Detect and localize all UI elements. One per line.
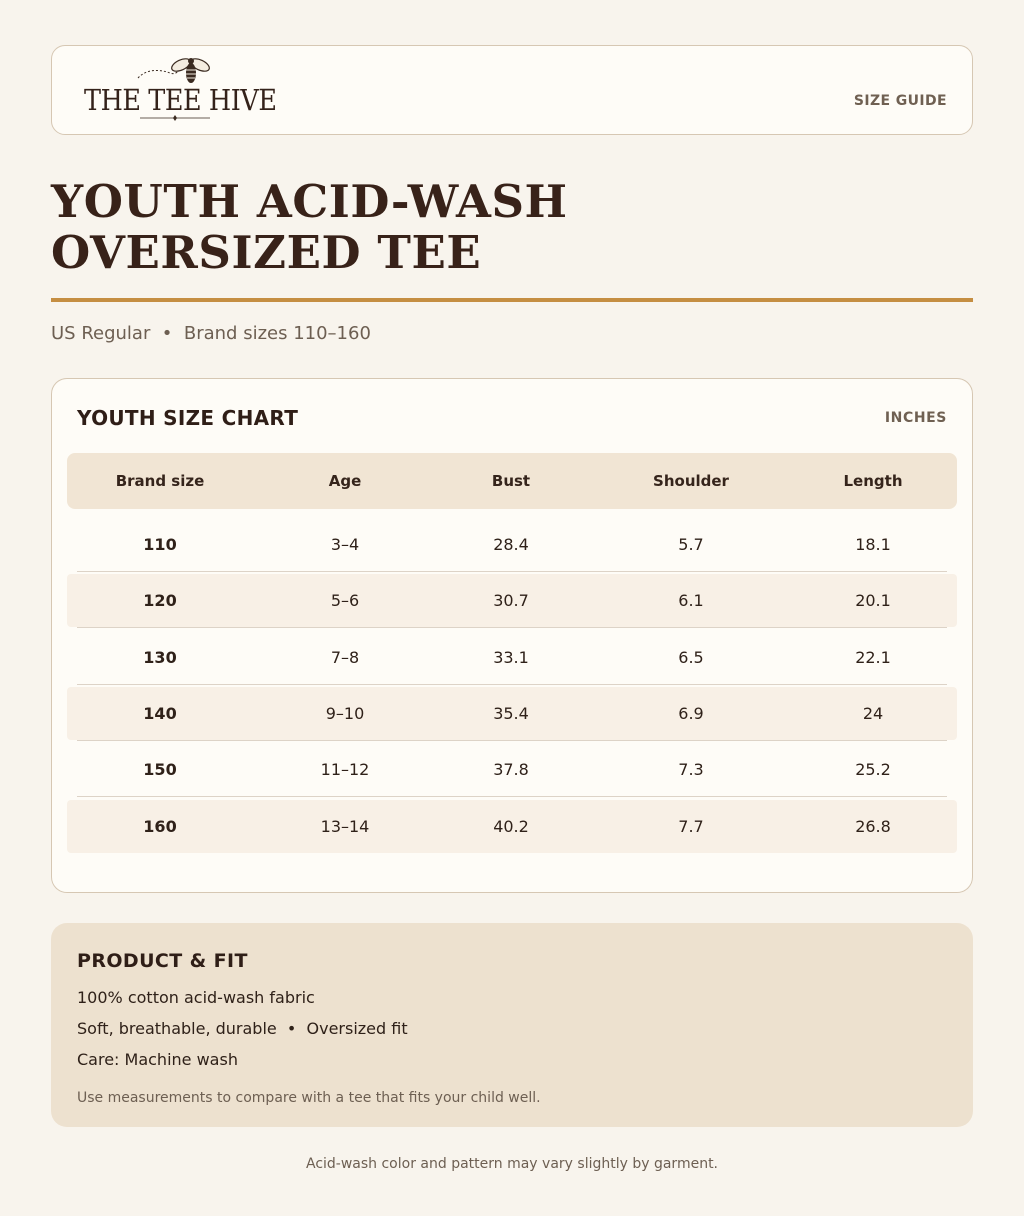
table-cell: 5–6 <box>330 591 360 611</box>
footer-note: Acid-wash color and pattern may vary slightly by garment. <box>305 1156 719 1172</box>
table-cell: 7.3 <box>678 760 704 780</box>
size-chart-title: YOUTH SIZE CHART <box>77 406 299 430</box>
size-guide-link[interactable]: SIZE GUIDE <box>853 93 947 109</box>
table-cell: 6.5 <box>678 647 704 667</box>
brand-size-cell: 150 <box>143 760 177 780</box>
row-divider <box>77 627 947 628</box>
table-cell: 13–14 <box>320 816 370 836</box>
table-cell: 24 <box>862 703 884 723</box>
table-cell: 9–10 <box>325 703 365 723</box>
table-cell: 11–12 <box>320 760 370 780</box>
table-cell: 5.7 <box>678 535 704 554</box>
table-cell: 22.1 <box>855 647 891 667</box>
page-title-line-1: YOUTH ACID-WASH <box>51 175 568 228</box>
column-header: Length <box>843 472 903 490</box>
size-subtitle: US Regular • Brand sizes 110–160 <box>51 323 371 344</box>
table-cell: 26.8 <box>855 816 891 836</box>
table-cell: 7.7 <box>678 816 704 836</box>
table-cell: 25.2 <box>855 760 891 780</box>
brand-size-cell: 120 <box>143 591 177 611</box>
table-cell: 3–4 <box>330 535 360 554</box>
product-fit-line: Care: Machine wash <box>77 1050 238 1069</box>
table-cell: 20.1 <box>855 591 891 611</box>
brand-size-cell: 160 <box>143 816 177 836</box>
product-fit-title: PRODUCT & FIT <box>77 950 248 972</box>
row-divider <box>77 740 947 741</box>
table-cell: 35.4 <box>493 703 529 723</box>
row-divider <box>77 684 947 685</box>
row-divider <box>77 571 947 572</box>
table-cell: 6.9 <box>678 703 704 723</box>
table-cell: 37.8 <box>493 760 529 780</box>
table-cell: 28.4 <box>493 535 529 554</box>
page-title-line-2: OVERSIZED TEE <box>51 226 482 279</box>
row-divider <box>77 796 947 797</box>
table-cell: 18.1 <box>855 535 891 554</box>
table-cell: 6.1 <box>678 591 704 611</box>
product-fit-line: Soft, breathable, durable • Oversized fit <box>77 1019 408 1038</box>
table-cell: 7–8 <box>330 647 360 667</box>
brand-wordmark: THE TEE HIVE <box>84 83 277 117</box>
brand-logo[interactable] <box>84 55 277 125</box>
product-fit-note: Use measurements to compare with a tee that fits your child well. <box>77 1090 541 1106</box>
title-divider <box>51 298 973 302</box>
column-header: Bust <box>491 472 531 490</box>
column-header: Brand size <box>115 472 205 490</box>
unit-label: INCHES <box>884 410 947 426</box>
table-cell: 30.7 <box>493 591 529 611</box>
column-header: Shoulder <box>653 472 729 490</box>
brand-size-cell: 130 <box>143 647 177 667</box>
brand-size-cell: 110 <box>143 535 177 554</box>
table-cell: 40.2 <box>493 816 529 836</box>
brand-size-cell: 140 <box>143 703 177 723</box>
table-cell: 33.1 <box>493 647 529 667</box>
column-header: Age <box>328 472 362 490</box>
page-title <box>51 176 751 278</box>
product-fit-line: 100% cotton acid-wash fabric <box>77 988 315 1007</box>
